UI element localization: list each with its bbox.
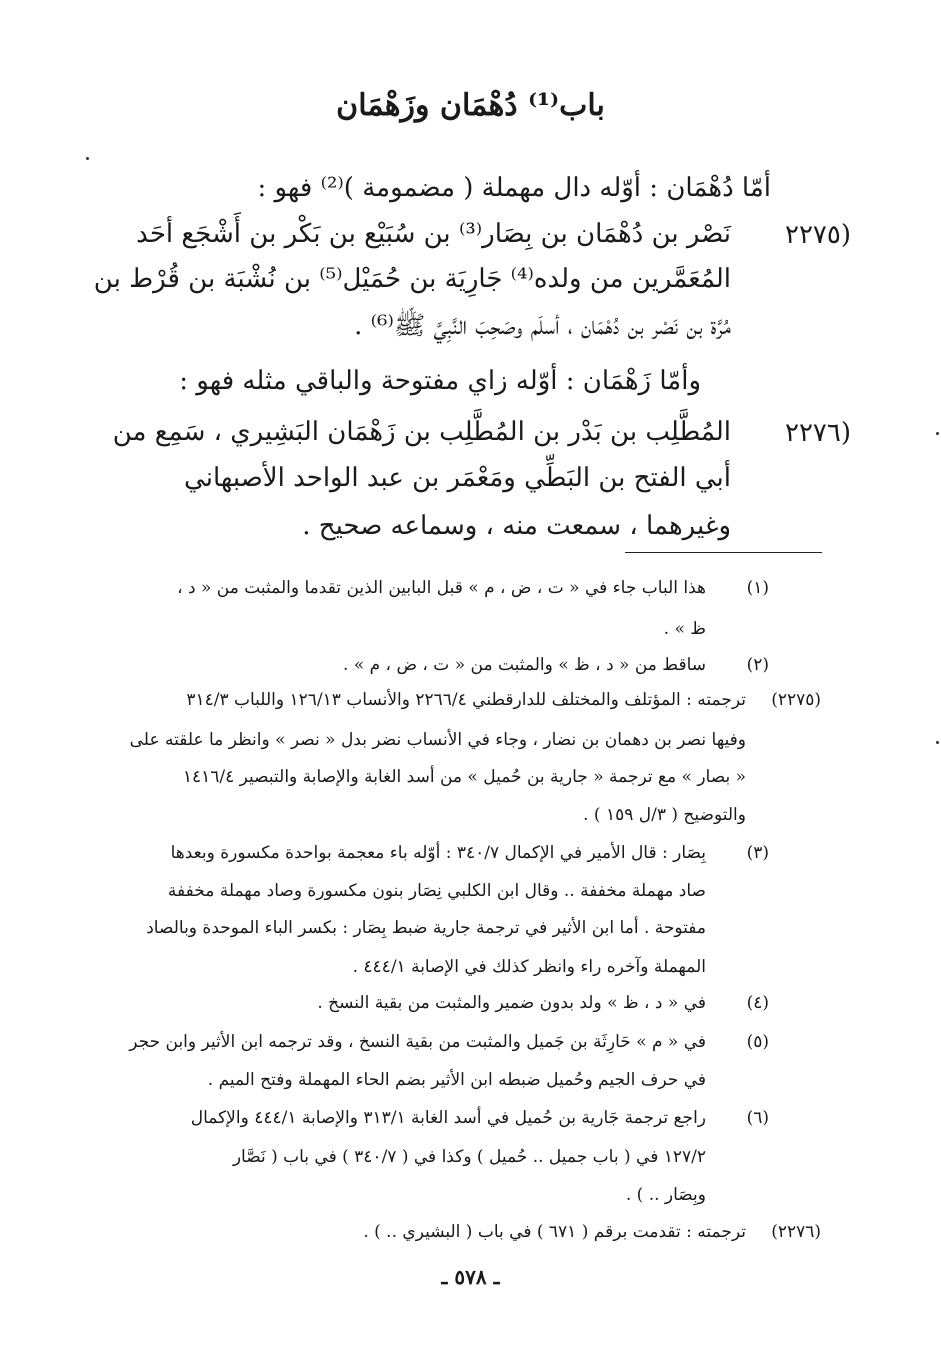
footnote-number: (٢٢٧٥): [771, 690, 821, 710]
footnote-number: (٦): [746, 1108, 769, 1128]
footnote-line: بِصَار : قال الأمير في الإكمال ٣٤٠/٧ : أوّله باء معجمة بواحدة مكسورة وبعدها: [170, 843, 706, 863]
intro-dahman: أمّا دُهْمَان : أوّله دال مهملة ( مضمومة )⁽²⁾ فهو :: [257, 173, 771, 203]
footnote-number: (٢): [746, 655, 769, 675]
entry-2276-line-2: أبي الفتح بن البَطِّي ومَعْمَر بن عبد الواحد الأصبهاني: [184, 463, 731, 493]
scan-speck: [936, 741, 939, 744]
footnote-separator: [625, 552, 822, 553]
footnote-line: والتوضيح ( ٣/ل ١٥٩ ) .: [583, 805, 746, 825]
footnote-line: راجع ترجمة جَارية بن حُميل في أسد الغابة ٣١٣/١ والإصابة ٤٤٤/١ والإكمال: [190, 1108, 706, 1128]
footnote-line: في « د ، ظ » ولد بدون ضمير والمثبت من بقية النسخ .: [317, 993, 706, 1013]
footnote-number: (٥): [746, 1032, 769, 1052]
footnote-line: ترجمته : المؤتلف والمختلف للدارقطني ٢٢٦٦/٤ والأنساب ١٢٦/١٣ واللباب ٣١٤/٣: [186, 690, 746, 710]
intro-zahman: وأمّا زَهْمَان : أوّله زاي مفتوحة والباقي مثله فهو :: [179, 366, 701, 396]
footnote-line: صاد مهملة مخففة .. وقال ابن الكلبي نِصَار بنون مكسورة وصاد مهملة مخففة: [167, 881, 706, 901]
footnote-line: ترجمته : تقدمت برقم ( ٦٧١ ) في باب ( البشيري .. ) .: [363, 1222, 746, 1242]
footnote-number: (٢٢٧٦): [771, 1222, 821, 1242]
entry-number-2275: (٢٢٧٥: [784, 220, 851, 250]
entry-2276-line-3: وغيرهما ، سمعت منه ، وسماعه صحيح .: [302, 511, 731, 541]
page-title: باب⁽¹⁾ دُهْمَان وزَهْمَان: [336, 88, 605, 123]
footnote-line: المهملة وآخره راء وانظر كذلك في الإصابة ٤٤٤/١ .: [352, 957, 706, 977]
entry-2275-line-3: مُرَّة بن نَصْر بن دُهْمَان ، أسلَم وصَحِبَ النَّبِيَّ ﷺ⁽⁶⁾ .: [354, 311, 731, 341]
footnote-line: ساقط من « د ، ظ » والمثبت من « ت ، ض ، م » .: [343, 655, 706, 675]
scan-speck: [86, 157, 89, 160]
footnote-number: (٣): [746, 843, 769, 863]
entry-2275-line-1: نَصْر بن دُهْمَان بن بِصَار⁽³⁾ بن سُبَيْع بن بَكْر بن أَشْجَع أحَد: [136, 219, 731, 249]
footnote-line: في « م » حَارِثَة بن جَميل والمثبت من بقية النسخ ، وقد ترجمه ابن الأثير وابن حجر: [129, 1032, 706, 1052]
footnote-number: (٤): [746, 993, 769, 1013]
footnote-line: ١٢٧/٢ في ( باب جميل .. حُميل ) وكذا في ( ٣٤٠/٧ ) في باب ( نَصَّار: [232, 1147, 706, 1167]
entry-2276-line-1: المُطَّلِب بن بَدْر بن المُطَّلِب بن زَهْمَان البَشِيري ، سَمِع من: [112, 417, 731, 447]
footnote-line: ظ » .: [663, 619, 706, 639]
footnote-line: مفتوحة . أما ابن الأثير في ترجمة جارية ضبط بِصَار : بكسر الباء الموحدة وبالصاد: [146, 918, 706, 938]
footnote-line: هذا الباب جاء في « ت ، ض ، م » قبل البابين الذين تقدما والمثبت من « د ،: [177, 578, 706, 598]
entry-2275-line-2: المُعَمَّرين من ولده⁽⁴⁾ جَارِيَة بن حُمَيْل⁽⁵⁾ بن نُشْبَة بن قُرْط بن: [93, 264, 731, 294]
footnote-line: وفيها نصر بن دهمان بن نضار ، وجاء في الأنساب نضر بدل « نصر » وانظر ما علقته على: [129, 730, 746, 750]
footnote-line: وبِصَار .. ) .: [625, 1185, 706, 1205]
footnote-line: في حرف الجيم وحُميل ضبطه ابن الأثير بضم الحاء المهملة وفتح الميم .: [207, 1070, 706, 1090]
footnote-number: (١): [746, 578, 769, 598]
scan-speck: [936, 432, 939, 435]
page-number: ـ ٥٧٨ ـ: [441, 1265, 500, 1289]
footnote-line: « بصار » مع ترجمة « جارية بن حُميل » من أسد الغابة والإصابة والتبصير ١٤١٦/٤: [182, 767, 746, 787]
entry-number-2276: (٢٢٧٦: [784, 418, 851, 448]
